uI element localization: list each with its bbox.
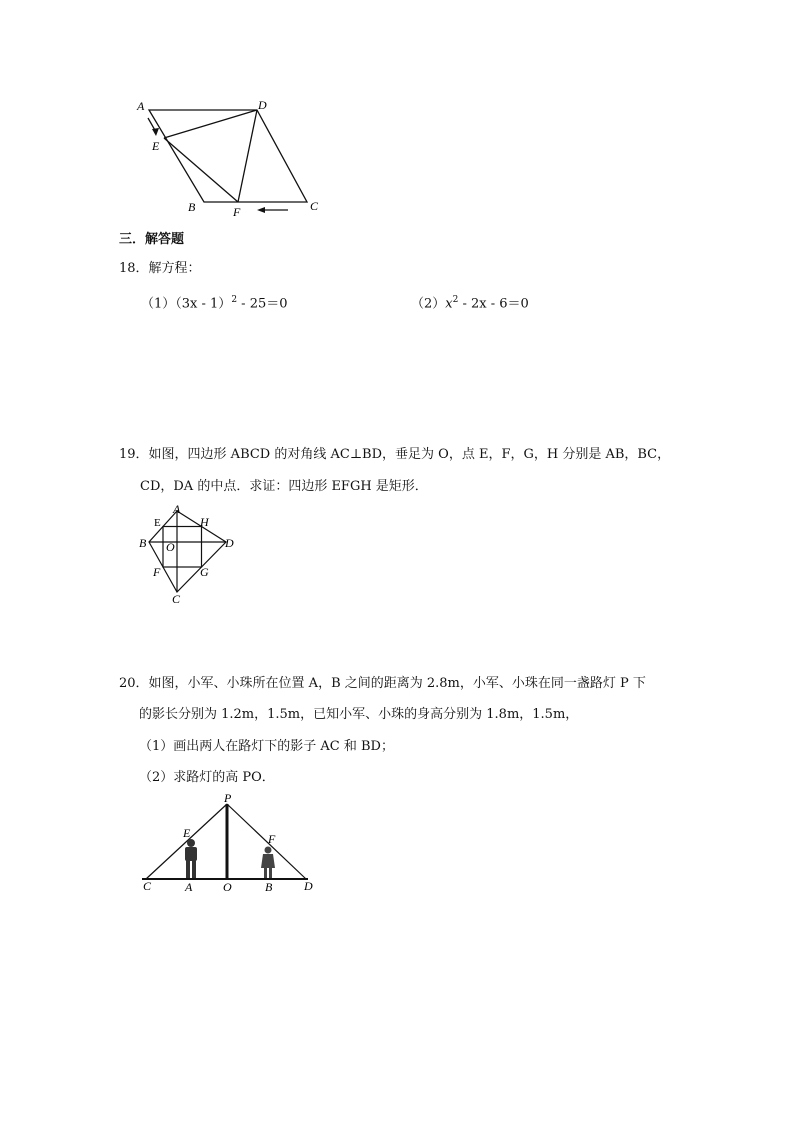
label-h: H <box>200 515 209 529</box>
q18-part2 <box>411 291 529 313</box>
q18-part1-expr-b: - 25＝0 <box>237 296 288 312</box>
q20-sub1: （1）画出两人在路灯下的影子 AC 和 BD； <box>139 739 394 754</box>
label-e: E <box>154 517 161 529</box>
label-a: A <box>137 99 145 113</box>
q20-line2: 的影长分别为 1.2m，1.5m，已知小军、小珠的身高分别为 1.8m，1.5m， <box>139 707 579 722</box>
segment-ed <box>164 110 257 138</box>
label-c: C <box>143 879 152 893</box>
label-c: C <box>310 199 319 213</box>
q18-part1 <box>141 291 288 313</box>
label-e: E <box>152 139 160 153</box>
label-c: C <box>172 592 181 606</box>
q18-part2-sup: 2 <box>452 295 459 305</box>
label-p: P <box>224 791 232 805</box>
parallelogram-abcd <box>149 110 307 202</box>
label-f: F <box>233 205 241 219</box>
label-d: D <box>225 536 234 550</box>
label-f: F <box>268 832 276 846</box>
person-a-icon <box>185 839 197 878</box>
label-d: D <box>304 879 313 893</box>
section-heading: 三．解答题 <box>119 232 185 247</box>
label-o: O <box>166 540 175 554</box>
label-b: B <box>139 536 147 550</box>
segment-df <box>238 110 257 202</box>
q18-part1-label: （1） <box>141 296 176 312</box>
q18-part2-expr-b: - 2x - 6＝0 <box>458 296 529 312</box>
figure-q20 <box>136 790 326 895</box>
label-g: G <box>200 565 209 579</box>
label-b: B <box>265 880 273 894</box>
figure-q17 <box>130 92 330 222</box>
arrow-ae-icon <box>148 118 159 136</box>
label-b: B <box>188 200 196 214</box>
q18-part1-sup: 2 <box>231 295 238 305</box>
q18-part2-x: x <box>445 296 453 312</box>
q18-stem: 18．解方程： <box>119 261 201 276</box>
arrow-cf-icon <box>257 207 288 213</box>
label-a: A <box>185 880 193 894</box>
segment-ef <box>164 138 238 202</box>
figure-q19 <box>136 502 246 607</box>
label-f: F <box>153 565 161 579</box>
q18-part2-label: （2） <box>411 296 446 312</box>
q18-part1-expr-a: （3x - 1） <box>175 296 232 312</box>
label-e: E <box>183 826 191 840</box>
person-b-icon <box>261 847 275 879</box>
label-a: A <box>173 502 181 516</box>
label-d: D <box>258 98 267 112</box>
q20-sub2: （2）求路灯的高 PO． <box>139 770 275 785</box>
q19-line2: CD，DA 的中点．求证：四边形 EFGH 是矩形． <box>140 479 428 494</box>
q19-line1: 19．如图，四边形 ABCD 的对角线 AC⊥BD，垂足为 O，点 E，F，G，H 分别是 AB，BC， <box>119 447 671 462</box>
q20-line1: 20．如图，小军、小珠所在位置 A，B 之间的距离为 2.8m，小军、小珠在同一盏路灯 P 下 <box>119 676 646 691</box>
label-o: O <box>223 880 232 894</box>
